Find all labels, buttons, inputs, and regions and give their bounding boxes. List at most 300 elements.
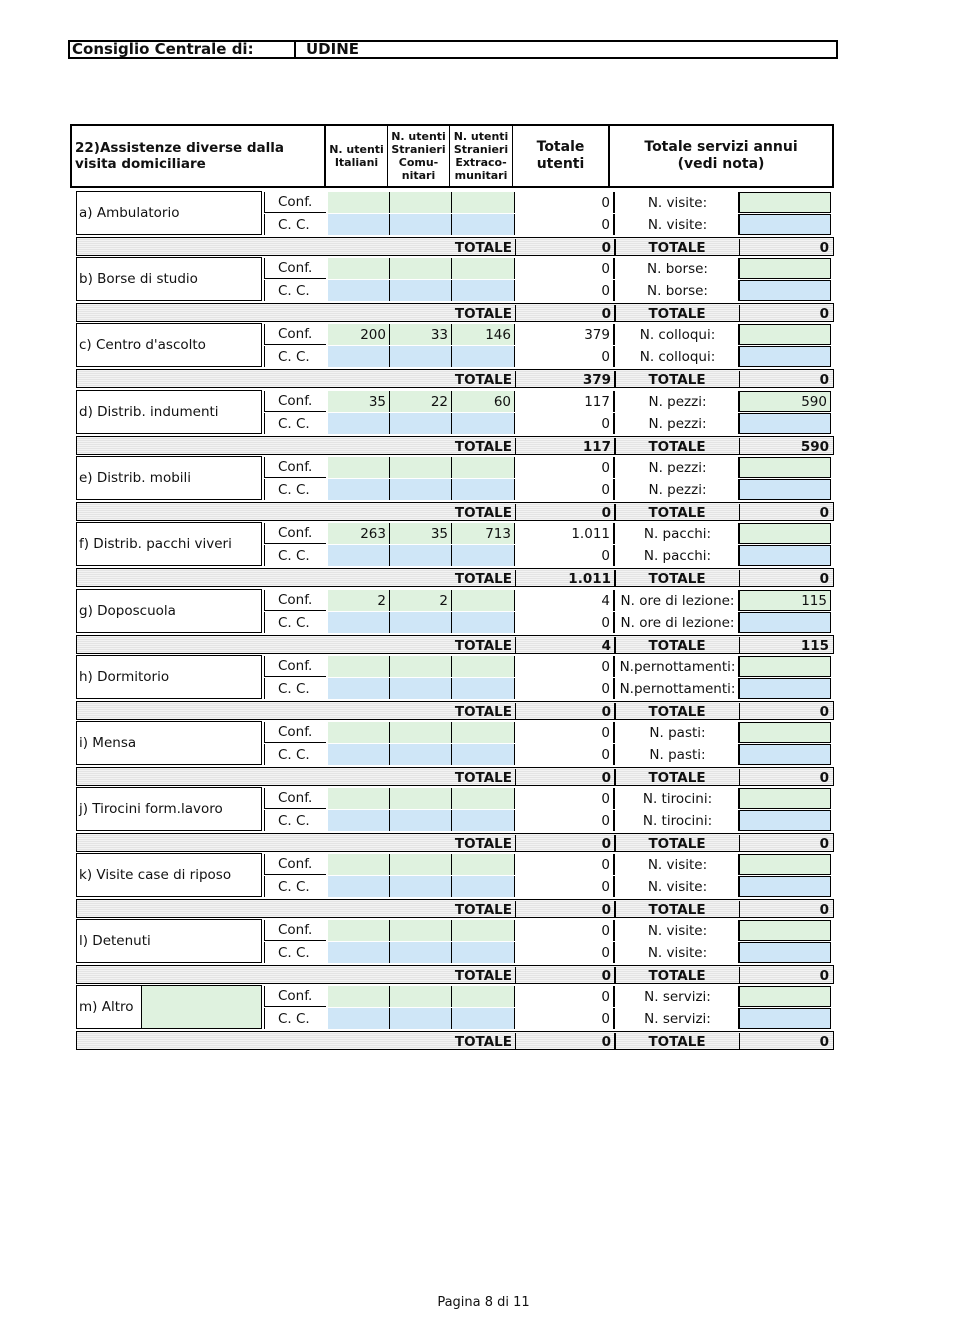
service-label: N.pernottamenti: xyxy=(617,656,739,677)
conf-total-users: 1.011 xyxy=(515,523,615,544)
total-users-value: 379 xyxy=(516,371,616,388)
row-label-cc: C. C. xyxy=(264,413,326,434)
conf-service-input[interactable] xyxy=(739,457,831,478)
cc-users-input[interactable] xyxy=(452,479,515,500)
conf-users-input[interactable] xyxy=(390,258,452,279)
total-label: TOTALE xyxy=(453,570,516,587)
total-label: TOTALE xyxy=(453,438,516,455)
service-label: N. servizi: xyxy=(617,986,739,1007)
total-label: TOTALE xyxy=(453,305,516,322)
col4-line1: Totale xyxy=(536,139,585,155)
total-row xyxy=(76,833,834,852)
conf-users-input[interactable]: 35 xyxy=(390,523,452,544)
row-label-conf: Conf. xyxy=(264,324,326,345)
total-users-value: 0 xyxy=(516,769,616,786)
cc-users-input[interactable] xyxy=(328,612,390,633)
section-label: l) Detenuti xyxy=(76,919,262,963)
service-label: N. pezzi: xyxy=(617,479,739,500)
section-label: i) Mensa xyxy=(76,721,262,765)
cc-users-input[interactable] xyxy=(328,346,390,367)
cc-users-input[interactable] xyxy=(390,346,452,367)
total-services-value: 0 xyxy=(819,570,829,587)
row-label-cc: C. C. xyxy=(264,479,326,500)
cc-users-input[interactable] xyxy=(328,876,390,897)
conf-users-input[interactable] xyxy=(328,457,390,478)
row-label-cc: C. C. xyxy=(264,280,326,301)
conf-users-input[interactable] xyxy=(390,457,452,478)
conf-users-input[interactable]: 713 xyxy=(452,523,515,544)
conf-users-input[interactable]: 33 xyxy=(390,324,452,345)
service-label: N. borse: xyxy=(617,258,739,279)
row-label-conf: Conf. xyxy=(264,457,326,478)
total-label: TOTALE xyxy=(453,371,516,388)
total-services-value: 0 xyxy=(819,835,829,852)
row-label-cc: C. C. xyxy=(264,612,326,633)
service-label: N. pezzi: xyxy=(617,457,739,478)
service-label: N. borse: xyxy=(617,280,739,301)
cc-users-input[interactable] xyxy=(328,545,390,566)
col3-line2: Stranieri xyxy=(453,143,509,156)
total-services-label: TOTALE xyxy=(618,901,740,918)
cc-service-input[interactable] xyxy=(739,810,831,831)
section-label: h) Dormitorio xyxy=(76,655,262,699)
conf-total-users: 117 xyxy=(515,391,615,412)
conf-service-input[interactable] xyxy=(739,523,831,544)
total-services-value: 0 xyxy=(819,305,829,322)
cc-total-users: 0 xyxy=(515,346,615,367)
section-label: k) Visite case di riposo xyxy=(76,853,262,897)
cc-users-input[interactable] xyxy=(452,744,515,765)
cc-service-input[interactable] xyxy=(739,479,831,500)
section-row xyxy=(76,255,842,321)
cc-users-input[interactable] xyxy=(452,1008,515,1029)
conf-users-input[interactable] xyxy=(452,258,515,279)
row-label-cc: C. C. xyxy=(264,876,326,897)
cc-total-users: 0 xyxy=(515,545,615,566)
section-row xyxy=(76,388,842,454)
total-row xyxy=(76,965,834,984)
conf-users-input[interactable] xyxy=(328,722,390,743)
cc-users-input[interactable] xyxy=(452,678,515,699)
service-label: N. visite: xyxy=(617,214,739,235)
total-label: TOTALE xyxy=(453,769,516,786)
cc-users-input[interactable] xyxy=(452,346,515,367)
cc-users-input[interactable] xyxy=(328,479,390,500)
cc-users-input[interactable] xyxy=(452,280,515,301)
conf-total-users: 0 xyxy=(515,722,615,743)
conf-service-input[interactable] xyxy=(739,656,831,677)
cc-total-users: 0 xyxy=(515,744,615,765)
total-services-label: TOTALE xyxy=(618,305,740,322)
section-row xyxy=(76,983,842,1049)
service-label: N. pacchi: xyxy=(617,523,739,544)
conf-service-input[interactable] xyxy=(739,986,831,1007)
cc-service-input[interactable] xyxy=(739,413,831,434)
header-extracomunitari xyxy=(450,126,513,186)
total-users-value: 0 xyxy=(516,901,616,918)
total-users-value: 0 xyxy=(516,504,616,521)
total-services-value: 0 xyxy=(819,504,829,521)
conf-users-input[interactable] xyxy=(390,192,452,213)
col1-line2: Italiani xyxy=(334,156,379,169)
altro-description-input[interactable] xyxy=(142,985,262,1029)
cc-service-input[interactable] xyxy=(739,942,831,963)
total-services-value: 0 xyxy=(819,371,829,388)
conf-users-input[interactable]: 263 xyxy=(328,523,390,544)
cc-users-input[interactable] xyxy=(452,810,515,831)
total-services-label: TOTALE xyxy=(618,703,740,720)
total-services-value: 0 xyxy=(819,901,829,918)
cc-total-users: 0 xyxy=(515,876,615,897)
row-label-conf: Conf. xyxy=(264,986,326,1007)
total-row xyxy=(76,767,834,786)
section-row xyxy=(76,520,842,586)
section-label: d) Distrib. indumenti xyxy=(76,390,262,434)
row-label-conf: Conf. xyxy=(264,788,326,809)
cc-total-users: 0 xyxy=(515,1008,615,1029)
total-users-value: 0 xyxy=(516,703,616,720)
section-row xyxy=(76,917,842,983)
total-users-value: 0 xyxy=(516,239,616,256)
row-label-conf: Conf. xyxy=(264,656,326,677)
service-label: N. ore di lezione: xyxy=(617,590,739,611)
conf-users-input[interactable] xyxy=(452,854,515,875)
total-services-value: 590 xyxy=(800,438,829,455)
total-users-value: 0 xyxy=(516,1033,616,1050)
total-services-value: 0 xyxy=(819,703,829,720)
conf-users-input[interactable]: 35 xyxy=(328,391,390,412)
total-users-value: 4 xyxy=(516,637,616,654)
cc-users-input[interactable] xyxy=(390,479,452,500)
conf-service-input[interactable] xyxy=(739,854,831,875)
total-services-value: 0 xyxy=(819,1033,829,1050)
section-label: j) Tirocini form.lavoro xyxy=(76,787,262,831)
conf-users-input[interactable] xyxy=(328,192,390,213)
section-row xyxy=(76,454,842,520)
conf-users-input[interactable] xyxy=(452,920,515,941)
total-row xyxy=(76,303,834,322)
row-label-conf: Conf. xyxy=(264,920,326,941)
cc-users-input[interactable] xyxy=(452,413,515,434)
section-row xyxy=(76,189,842,255)
cc-users-input[interactable] xyxy=(390,545,452,566)
conf-service-input[interactable] xyxy=(739,788,831,809)
cc-service-input[interactable] xyxy=(739,612,831,633)
section-row xyxy=(76,653,842,719)
cc-service-input[interactable] xyxy=(739,1008,831,1029)
total-services-label: TOTALE xyxy=(618,835,740,852)
cc-users-input[interactable] xyxy=(452,612,515,633)
conf-users-input[interactable] xyxy=(328,920,390,941)
row-label-cc: C. C. xyxy=(264,346,326,367)
total-row xyxy=(76,369,834,388)
cc-service-input[interactable] xyxy=(739,545,831,566)
conf-users-input[interactable] xyxy=(452,656,515,677)
cc-total-users: 0 xyxy=(515,810,615,831)
table-title xyxy=(72,126,326,186)
row-label-cc: C. C. xyxy=(264,942,326,963)
cc-users-input[interactable] xyxy=(390,744,452,765)
col2-line3: Comu- xyxy=(398,156,439,169)
page-number: Pagina 8 di 11 xyxy=(437,1295,530,1310)
service-label: N. visite: xyxy=(617,920,739,941)
cc-users-input[interactable] xyxy=(390,810,452,831)
col3-line1: N. utenti xyxy=(453,130,509,143)
cc-users-input[interactable] xyxy=(328,1008,390,1029)
total-label: TOTALE xyxy=(453,967,516,984)
row-label-conf: Conf. xyxy=(264,590,326,611)
section-row xyxy=(76,587,842,653)
header-italiani xyxy=(326,126,388,186)
conf-service-input[interactable] xyxy=(739,722,831,743)
total-services-value: 0 xyxy=(819,769,829,786)
row-label-cc: C. C. xyxy=(264,744,326,765)
row-label-cc: C. C. xyxy=(264,214,326,235)
conf-users-input[interactable] xyxy=(328,258,390,279)
conf-users-input[interactable] xyxy=(328,788,390,809)
cc-service-input[interactable] xyxy=(739,214,831,235)
total-row xyxy=(76,436,834,455)
service-label: N. colloqui: xyxy=(617,324,739,345)
cc-users-input[interactable] xyxy=(452,876,515,897)
section-row xyxy=(76,851,842,917)
col1-line1: N. utenti xyxy=(329,143,384,156)
conf-users-input[interactable] xyxy=(328,656,390,677)
cc-users-input[interactable] xyxy=(390,876,452,897)
total-row xyxy=(76,635,834,654)
conf-users-input[interactable] xyxy=(390,656,452,677)
cc-users-input[interactable] xyxy=(328,810,390,831)
total-label: TOTALE xyxy=(453,901,516,918)
cc-users-input[interactable] xyxy=(328,280,390,301)
service-label: N. servizi: xyxy=(617,1008,739,1029)
total-row xyxy=(76,568,834,587)
total-label: TOTALE xyxy=(453,1033,516,1050)
section-label: m) Altro xyxy=(76,985,142,1029)
total-label: TOTALE xyxy=(453,637,516,654)
cc-users-input[interactable] xyxy=(390,942,452,963)
conf-users-input[interactable] xyxy=(328,986,390,1007)
conf-users-input[interactable] xyxy=(390,788,452,809)
header-totale-servizi xyxy=(610,126,832,186)
row-label-conf: Conf. xyxy=(264,722,326,743)
conf-users-input[interactable]: 60 xyxy=(452,391,515,412)
cc-users-input[interactable] xyxy=(390,1008,452,1029)
conf-total-users: 0 xyxy=(515,192,615,213)
col2-line2: Stranieri xyxy=(391,143,446,156)
row-label-conf: Conf. xyxy=(264,391,326,412)
service-label: N. ore di lezione: xyxy=(617,612,739,633)
cc-users-input[interactable] xyxy=(328,678,390,699)
conf-users-input[interactable] xyxy=(390,986,452,1007)
title-line2: visita domiciliare xyxy=(75,156,206,172)
conf-total-users: 0 xyxy=(515,258,615,279)
total-row xyxy=(76,502,834,521)
total-services-label: TOTALE xyxy=(618,1033,740,1050)
row-label-conf: Conf. xyxy=(264,523,326,544)
conf-total-users: 379 xyxy=(515,324,615,345)
cc-total-users: 0 xyxy=(515,612,615,633)
service-label: N. tirocini: xyxy=(617,810,739,831)
service-label: N. pezzi: xyxy=(617,391,739,412)
conf-users-input[interactable] xyxy=(452,788,515,809)
total-services-label: TOTALE xyxy=(618,967,740,984)
conf-users-input[interactable]: 146 xyxy=(452,324,515,345)
row-label-conf: Conf. xyxy=(264,192,326,213)
conf-users-input[interactable] xyxy=(452,722,515,743)
total-services-label: TOTALE xyxy=(618,239,740,256)
conf-users-input[interactable] xyxy=(452,590,515,611)
conf-users-input[interactable] xyxy=(328,854,390,875)
total-services-label: TOTALE xyxy=(618,570,740,587)
conf-total-users: 0 xyxy=(515,920,615,941)
cc-total-users: 0 xyxy=(515,678,615,699)
service-label: N. pasti: xyxy=(617,722,739,743)
cc-users-input[interactable] xyxy=(390,214,452,235)
cc-total-users: 0 xyxy=(515,280,615,301)
section-row xyxy=(76,321,842,387)
row-label-conf: Conf. xyxy=(264,854,326,875)
total-users-value: 117 xyxy=(516,438,616,455)
cc-users-input[interactable] xyxy=(452,545,515,566)
row-label-cc: C. C. xyxy=(264,1008,326,1029)
conf-users-input[interactable]: 200 xyxy=(328,324,390,345)
col3-line3: Extraco- xyxy=(455,156,507,169)
cc-total-users: 0 xyxy=(515,942,615,963)
conf-total-users: 0 xyxy=(515,656,615,677)
col4-line2: utenti xyxy=(536,156,585,172)
section-label: c) Centro d'ascolto xyxy=(76,323,262,367)
conf-users-input[interactable]: 22 xyxy=(390,391,452,412)
service-label: N. pacchi: xyxy=(617,545,739,566)
conf-service-input[interactable]: 590 xyxy=(739,391,831,412)
col5-line1: Totale servizi annui xyxy=(644,139,798,155)
cc-service-input[interactable] xyxy=(739,678,831,699)
service-label: N. visite: xyxy=(617,942,739,963)
table-header xyxy=(70,124,834,188)
cc-total-users: 0 xyxy=(515,479,615,500)
conf-users-input[interactable] xyxy=(390,722,452,743)
cc-users-input[interactable] xyxy=(452,214,515,235)
total-services-label: TOTALE xyxy=(618,371,740,388)
conf-users-input[interactable]: 2 xyxy=(328,590,390,611)
total-users-value: 0 xyxy=(516,967,616,984)
council-label: Consiglio Centrale di: xyxy=(70,42,296,57)
conf-total-users: 0 xyxy=(515,854,615,875)
cc-users-input[interactable] xyxy=(390,678,452,699)
cc-users-input[interactable] xyxy=(328,214,390,235)
header-comunitari xyxy=(388,126,450,186)
cc-total-users: 0 xyxy=(515,413,615,434)
service-label: N. colloqui: xyxy=(617,346,739,367)
cc-users-input[interactable] xyxy=(390,612,452,633)
total-services-label: TOTALE xyxy=(618,504,740,521)
total-label: TOTALE xyxy=(453,835,516,852)
section-row xyxy=(76,719,842,785)
col3-line4: munitari xyxy=(454,169,508,182)
total-row xyxy=(76,1031,834,1050)
row-label-cc: C. C. xyxy=(264,678,326,699)
conf-service-input[interactable] xyxy=(739,324,831,345)
total-services-label: TOTALE xyxy=(618,637,740,654)
total-services-value: 0 xyxy=(819,967,829,984)
service-label: N. pasti: xyxy=(617,744,739,765)
conf-users-input[interactable]: 2 xyxy=(390,590,452,611)
cc-service-input[interactable] xyxy=(739,346,831,367)
total-services-value: 0 xyxy=(819,239,829,256)
conf-service-input[interactable]: 115 xyxy=(739,590,831,611)
service-label: N. tirocini: xyxy=(617,788,739,809)
cc-service-input[interactable] xyxy=(739,280,831,301)
section-label: b) Borse di studio xyxy=(76,257,262,301)
col2-line4: nitari xyxy=(401,169,436,182)
conf-total-users: 4 xyxy=(515,590,615,611)
conf-users-input[interactable] xyxy=(390,920,452,941)
row-label-conf: Conf. xyxy=(264,258,326,279)
cc-users-input[interactable] xyxy=(328,744,390,765)
conf-users-input[interactable] xyxy=(452,457,515,478)
col2-line1: N. utenti xyxy=(391,130,446,143)
conf-total-users: 0 xyxy=(515,986,615,1007)
conf-users-input[interactable] xyxy=(452,986,515,1007)
conf-users-input[interactable] xyxy=(452,192,515,213)
council-header xyxy=(68,40,838,59)
col5-line2: (vedi nota) xyxy=(677,156,765,172)
conf-service-input[interactable] xyxy=(739,258,831,279)
section-label: e) Distrib. mobili xyxy=(76,456,262,500)
total-services-label: TOTALE xyxy=(618,438,740,455)
section-label: f) Distrib. pacchi viveri xyxy=(76,522,262,566)
total-label: TOTALE xyxy=(453,239,516,256)
cc-users-input[interactable] xyxy=(452,942,515,963)
cc-users-input[interactable] xyxy=(390,413,452,434)
conf-total-users: 0 xyxy=(515,457,615,478)
service-label: N. visite: xyxy=(617,876,739,897)
section-label: g) Doposcuola xyxy=(76,589,262,633)
total-label: TOTALE xyxy=(453,504,516,521)
total-services-value: 115 xyxy=(800,637,829,654)
service-label: N. visite: xyxy=(617,854,739,875)
service-label: N.pernottamenti: xyxy=(617,678,739,699)
total-row xyxy=(76,899,834,918)
conf-service-input[interactable] xyxy=(739,920,831,941)
total-users-value: 0 xyxy=(516,835,616,852)
cc-total-users: 0 xyxy=(515,214,615,235)
service-label: N. visite: xyxy=(617,192,739,213)
cc-users-input[interactable] xyxy=(328,942,390,963)
row-label-cc: C. C. xyxy=(264,810,326,831)
cc-service-input[interactable] xyxy=(739,744,831,765)
title-line1: 22)Assistenze diverse dalla xyxy=(75,140,285,156)
conf-service-input[interactable] xyxy=(739,192,831,213)
conf-total-users: 0 xyxy=(515,788,615,809)
cc-users-input[interactable] xyxy=(390,280,452,301)
conf-users-input[interactable] xyxy=(390,854,452,875)
council-value: UDINE xyxy=(306,40,360,58)
row-label-cc: C. C. xyxy=(264,545,326,566)
cc-users-input[interactable] xyxy=(328,413,390,434)
service-label: N. pezzi: xyxy=(617,413,739,434)
total-services-label: TOTALE xyxy=(618,769,740,786)
total-label: TOTALE xyxy=(453,703,516,720)
header-totale-utenti xyxy=(513,126,610,186)
cc-service-input[interactable] xyxy=(739,876,831,897)
total-row xyxy=(76,237,834,256)
section-row xyxy=(76,785,842,851)
section-label: a) Ambulatorio xyxy=(76,191,262,235)
total-users-value: 1.011 xyxy=(516,570,616,587)
total-row xyxy=(76,701,834,720)
